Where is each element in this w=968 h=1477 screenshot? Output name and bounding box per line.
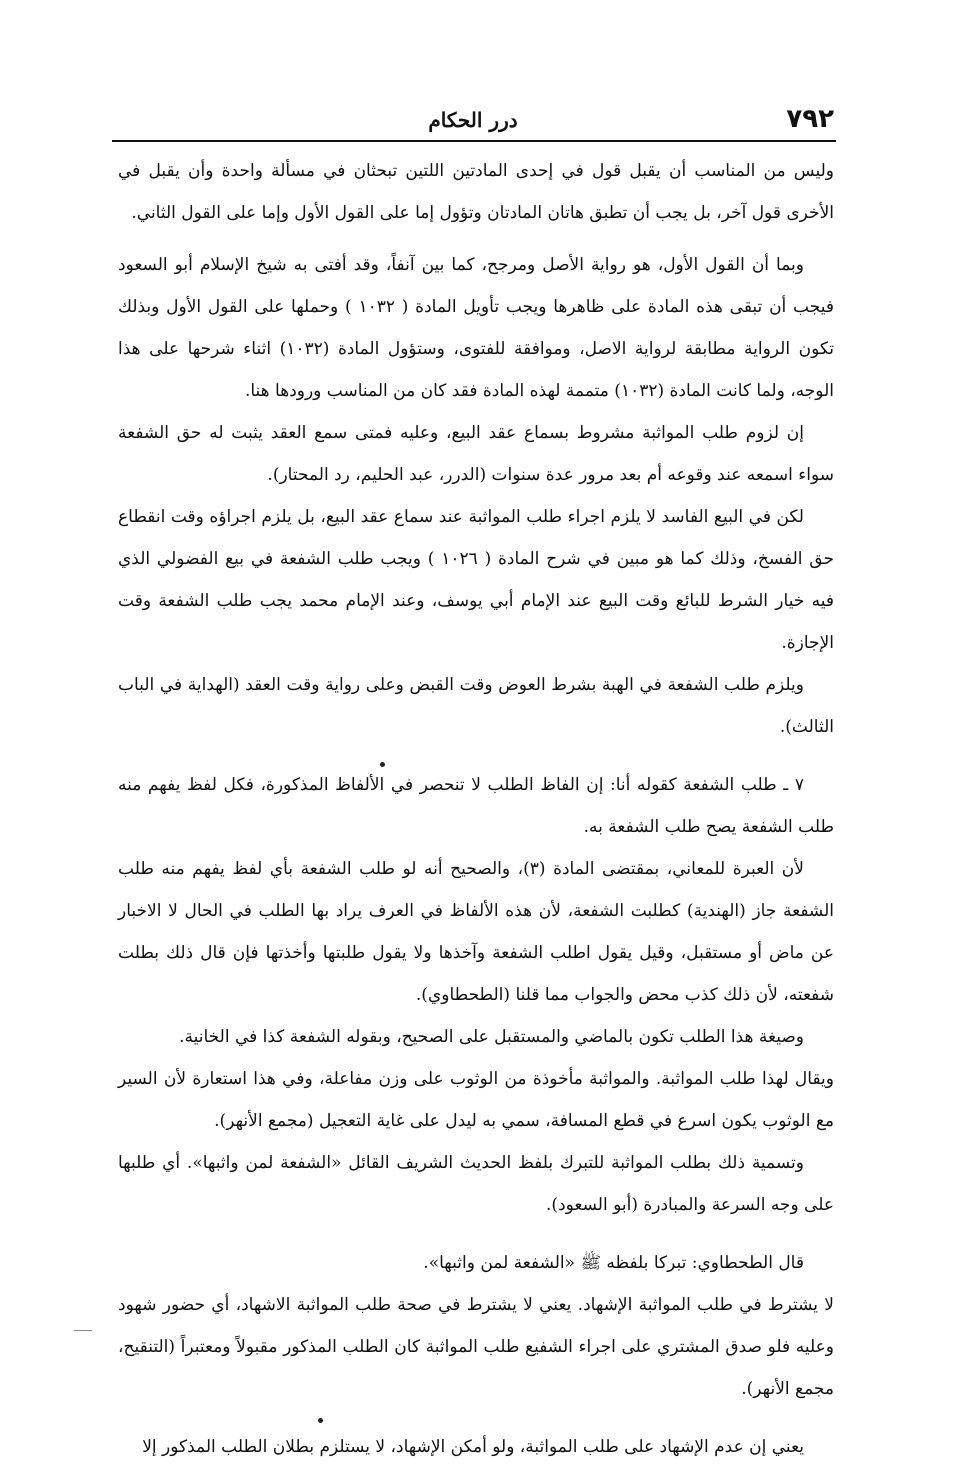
- page-number: ٧٩٢: [786, 104, 834, 134]
- paragraph-12: لا يشترط في طلب المواثبة الإشهاد. يعني لا يشترط في صحة طلب المواثبة الاشهاد، أي حضور شهود وعليه فلو صدق المشتري على اجراء الشفيع طلب المواثبة كان الطلب المذكور مقبولاً ومعتبراً (التنقيح، مجمع الأنهر).: [118, 1295, 834, 1399]
- paragraph-5: ويلزم طلب الشفعة في الهبة بشرط العوض وقت القبض وعلى رواية وقت العقد (الهداية في الباب الثالث).: [118, 675, 834, 737]
- paragraph-10: وتسمية ذلك بطلب المواثبة للتبرك بلفظ الحديث الشريف القائل «الشفعة لمن واثبها». أي طلبها على وجه السرعة والمبادرة (أبو السعود).: [118, 1153, 834, 1215]
- paragraph-11: قال الطحطاوي: تبركا بلفظه ﷺ «الشفعة لمن واثبها».: [423, 1253, 804, 1273]
- ink-speck: [318, 1418, 323, 1423]
- paragraph-4: لكن في البيع الفاسد لا يلزم اجراء طلب المواثبة عند سماع عقد البيع، بل يلزم اجراؤه وقت انقطاع حق الفسخ، وذلك كما هو مبين في شرح المادة ( ١٠٢٦ ) ويجب طلب الشفعة في بيع الفضولي الذي فيه خيار الشرط للبائع وقت البيع عند الإمام أبي يوسف، وعند الإمام محمد يجب طلب الشفعة وقت الإجازة.: [118, 507, 834, 653]
- main-text: [118, 150, 834, 1468]
- paragraph-1: وليس من المناسب أن يقبل قول في إحدى المادتين اللتين تبحثان في مسألة واحدة وأن يقبل في الأخرى قول آخر، بل يجب أن تطبق هاتان المادتان وتؤول إما على القول الأول وإما على القول الثاني.: [118, 161, 834, 223]
- paragraph-2: وبما أن القول الأول، هو رواية الأصل ومرجح، كما بين آنفاً، وقد أفتى به شيخ الإسلام أبو السعود فيجب أن تبقى هذه المادة على ظاهرها ويجب تأويل المادة ( ١٠٣٢ ) وحملها على القول الأول وبذلك تكون الرواية مطابقة لرواية الاصل، وموافقة للفتوى، وستؤول المادة (١٠٣٢) اثناء شرحها على هذا الوجه، ولما كانت المادة (١٠٣٢) متممة لهذه المادة فقد كان من المناسب ورودها هنا.: [118, 255, 835, 401]
- page-header: [112, 104, 834, 144]
- paragraph-8: وصيغة هذا الطلب تكون بالماضي والمستقبل على الصحيح، وبقوله الشفعة كذا في الخانية.: [179, 1027, 804, 1047]
- paragraph-6: ٧ ـ طلب الشفعة كقوله أنا: إن الفاظ الطلب لا تنحصر في الألفاظ المذكورة، فكل لفظ يفهم منه طلب الشفعة يصح طلب الشفعة به.: [118, 775, 834, 837]
- paragraph-13: يعني إن عدم الإشهاد على طلب المواثبة، ولو أمكن الإشهاد، لا يستلزم بطلان الطلب المذكور إلا: [142, 1437, 804, 1457]
- running-title: درر الحكام: [428, 108, 518, 132]
- header-rule: [112, 140, 836, 142]
- paragraph-3: إن لزوم طلب المواثبة مشروط بسماع عقد البيع، وعليه فمتى سمع العقد يثبت له حق الشفعة سواء اسمعه عند وقوعه أم بعد مرور عدة سنوات (الدرر، عبد الحليم، رد المحتار).: [118, 423, 834, 485]
- margin-mark: [74, 1330, 92, 1331]
- paragraph-7: لأن العبرة للمعاني، بمقتضى المادة (٣)، والصحيح أنه لو طلب الشفعة بأي لفظ يفهم منه طلب الشفعة جاز (الهندية) كطلبت الشفعة، لأن هذه الألفاظ في العرف يراد بها الطلب في الحال لا الاخبار عن ماض أو مستقبل، وقيل يقول اطلب الشفعة وآخذها ولا يقول طلبتها وأخذتها فإن قال ذلك بطلت شفعته، لأن ذلك كذب محض والجواب مما قلنا (الطحطاوي).: [118, 859, 834, 1005]
- ink-speck: [380, 762, 385, 767]
- paragraph-9: ويقال لهذا طلب المواثبة. والمواثبة مأخوذة من الوثوب على وزن مفاعلة، وفي هذا استعارة لأن السير مع الوثوب يكون اسرع في قطع المسافة، سمي به ليدل على غاية التعجيل (مجمع الأنهر).: [118, 1069, 834, 1131]
